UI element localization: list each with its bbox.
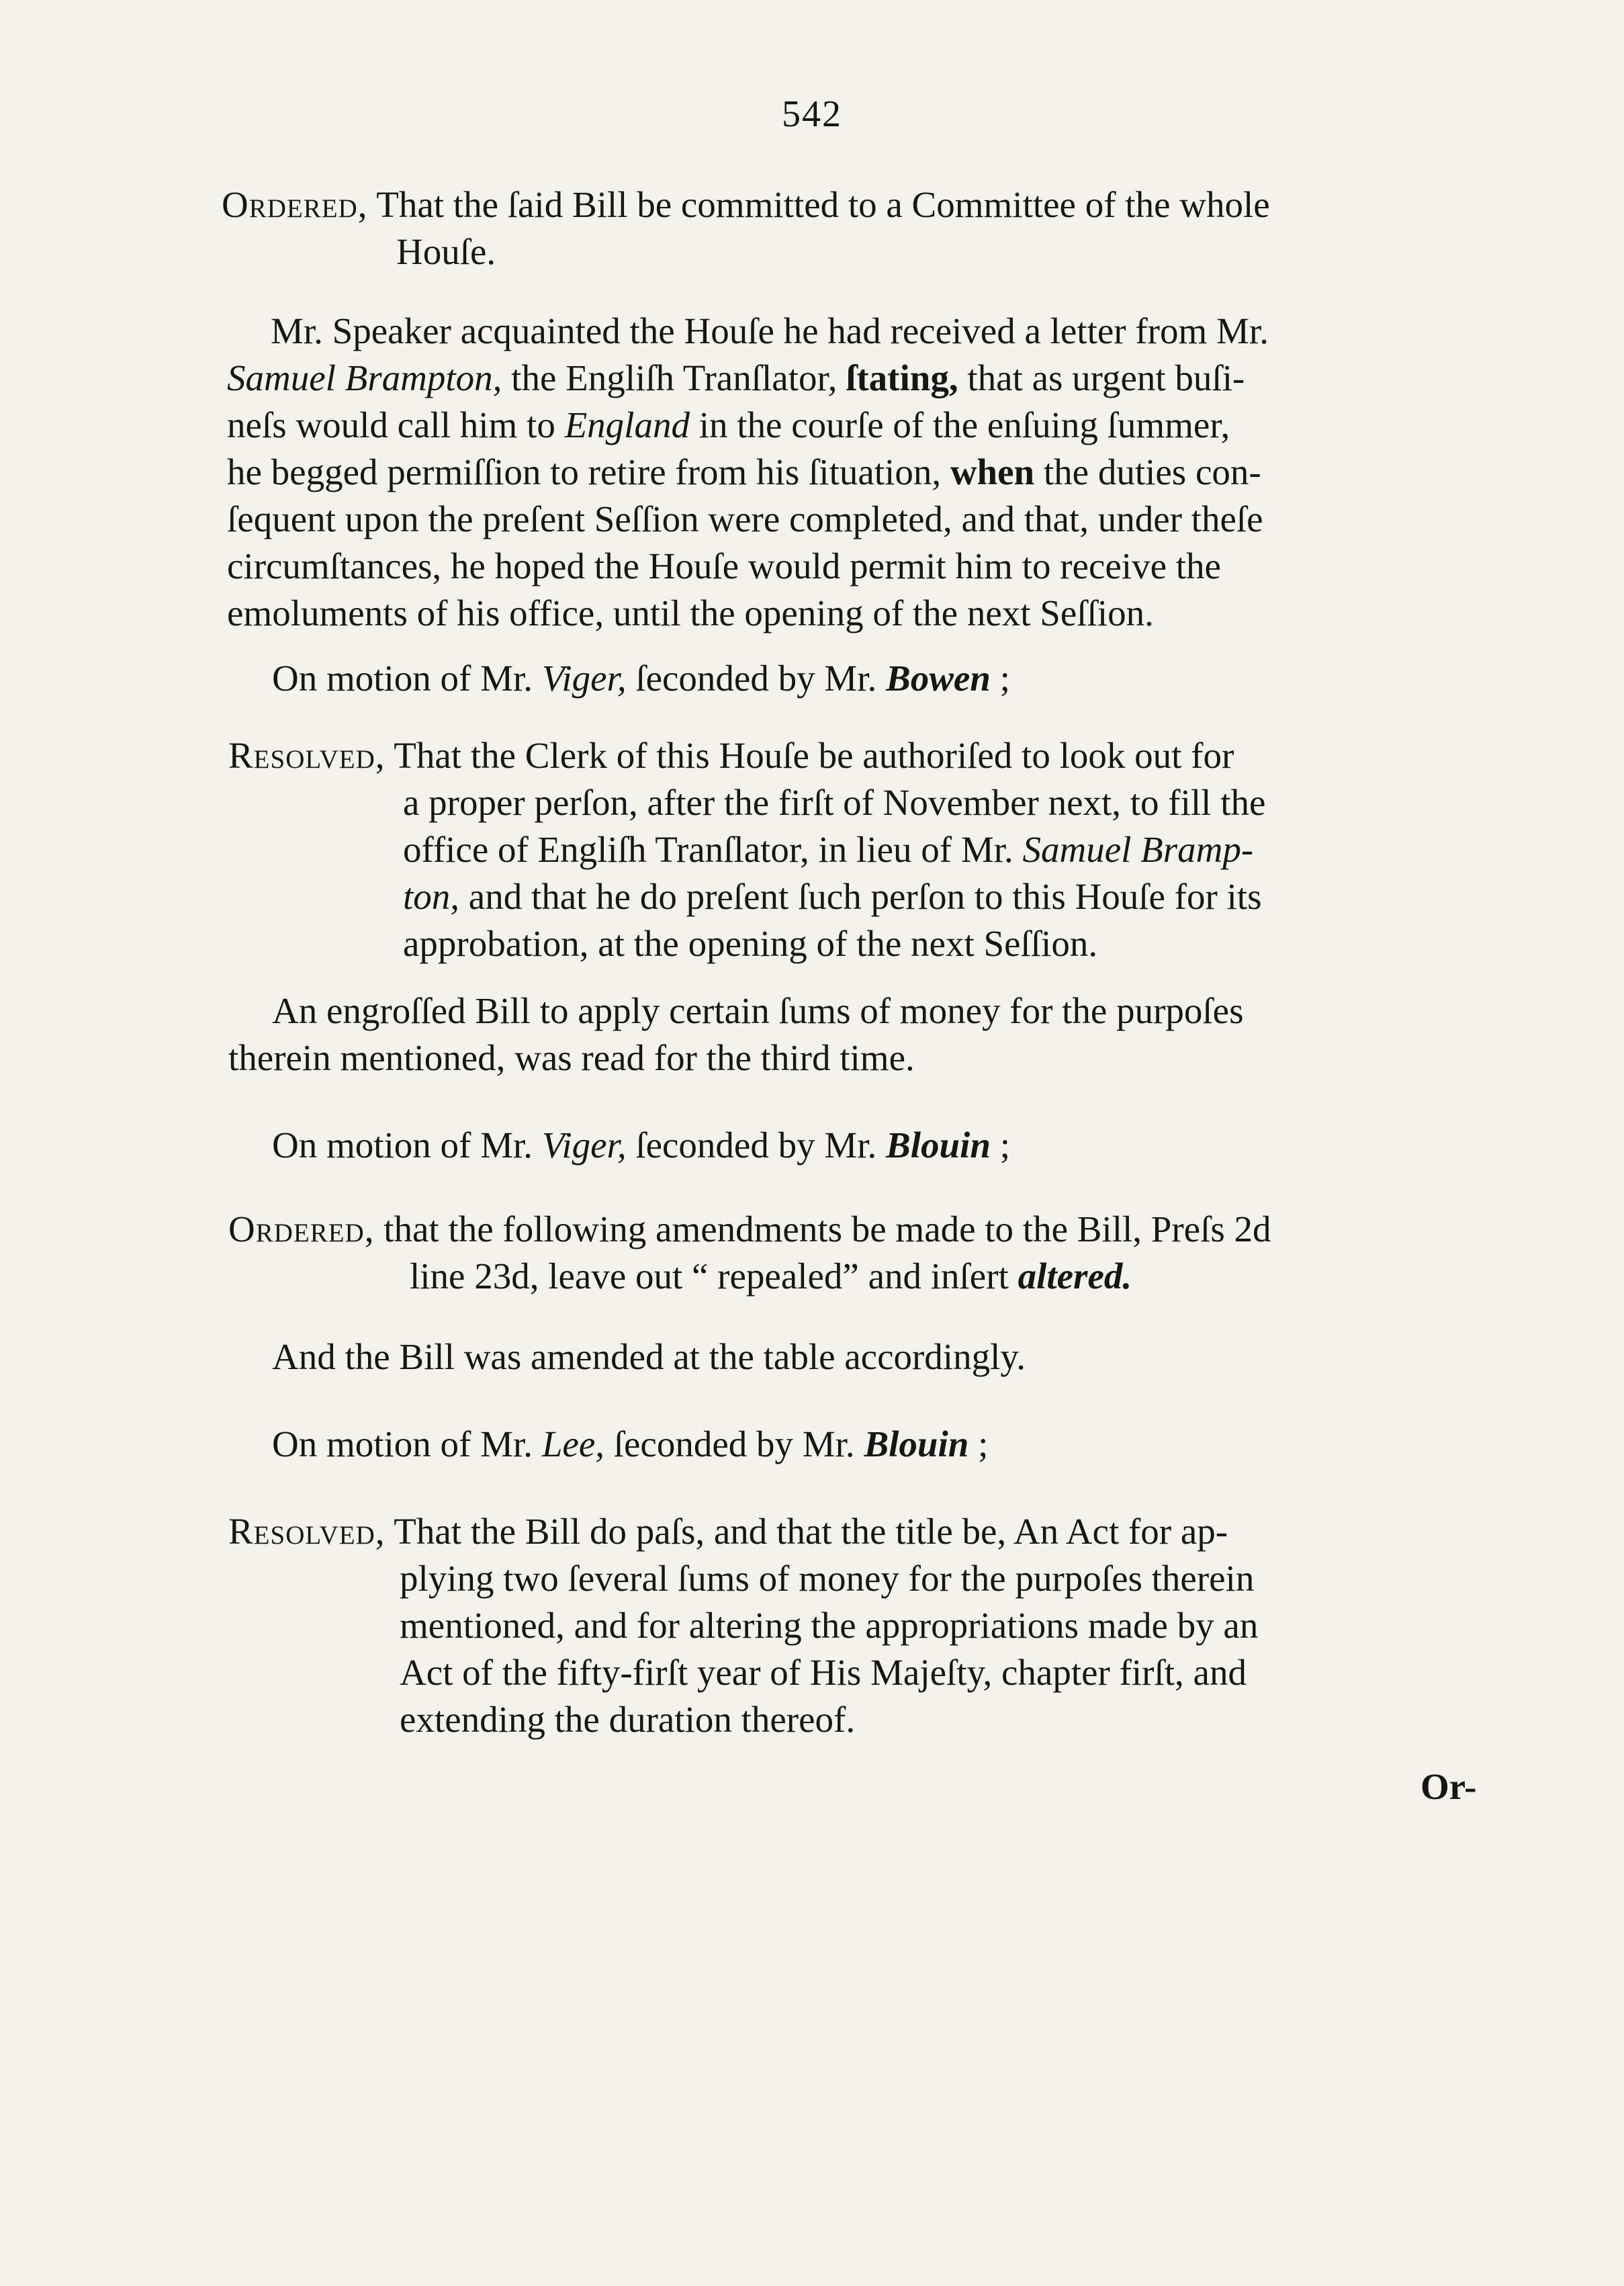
- place-name: England: [564, 404, 690, 445]
- speaker-letter-paragraph: Mr. Speaker acquainted the Houſe he had received a letter from Mr. Samuel Brampton, the Engliſh Tranſlator, ſtating, that as urgent buſi- neſs would call him to England in the courſe of the enſuing ſummer, he begged permiſſion to retire from his ſituation, when the duties con- ſequent upon the preſent Seſſion were completed, and that, under theſe circumſtances, he hoped the Houſe would permit him to receive the emoluments of his office, until the opening of the next Seſſion.: [227, 308, 1269, 637]
- text-line: Act of the fifty-firſt year of His Majeſty, chapter firſt, and: [400, 1652, 1247, 1693]
- text-line: circumſtances, he hoped the Houſe would permit him to receive the: [227, 545, 1221, 586]
- bill-amended-line: [272, 1333, 1026, 1380]
- text-line: That the ſaid Bill be committed to a Committee of the whole: [376, 184, 1270, 225]
- text-line: And the Bill was amended at the table accordingly.: [272, 1336, 1026, 1377]
- text-line: mentioned, and for altering the appropriations made by an: [400, 1605, 1259, 1646]
- text-line: An engroſſed Bill to apply certain ſums of money for the purpoſes: [272, 990, 1244, 1031]
- text-line: emoluments of his office, until the opening of the next Seſſion.: [227, 592, 1154, 633]
- motion-viger-blouin: On motion of Mr. Viger, ſeconded by Mr. Blouin ;: [272, 1125, 1010, 1166]
- catchword: Or-: [1420, 1766, 1477, 1807]
- ordered-committee: [222, 181, 1270, 275]
- text-line: Houſe.: [396, 231, 496, 272]
- motion-viger-bowen: On motion of Mr. Viger, ſeconded by Mr. Bowen ;: [272, 658, 1010, 699]
- person-name: Samuel Brampton,: [227, 357, 502, 398]
- ordered-amendments: Ordered, that the following amendments be made to the Bill, Preſs 2d line 23d, leave out “ repealed” and inſert altered.: [228, 1208, 1271, 1296]
- motion-lee-blouin: On motion of Mr. Lee, ſeconded by Mr. Blouin ;: [272, 1423, 989, 1464]
- text-line: Mr. Speaker acquainted the Houſe he had received a letter from Mr.: [271, 310, 1269, 351]
- resolved-clerk: Resolved, That the Clerk of this Houſe be authoriſed to look out for a proper perſon, after the firſt of November next, to fill the office of Engliſh Tranſlator, in lieu of Mr. Samuel Bramp- ton, and that he do preſent ſuch perſon to this Houſe for its approbation, at the opening of the next Seſſion.: [228, 732, 1265, 967]
- text-line: a proper perſon, after the firſt of November next, to fill the: [403, 782, 1266, 823]
- page-number: 542: [782, 93, 842, 135]
- resolved-bill-pass: Resolved, That the Bill do paſs, and that the title be, An Act for ap- plying two ſeveral ſums of money for the purpoſes therein mentioned, and for altering the appropriations made by an Act of the fifty-firſt year of His Majeſty, chapter firſt, and extending the duration thereof.: [228, 1508, 1258, 1743]
- text-line: approbation, at the opening of the next Seſſion.: [403, 923, 1098, 964]
- engrossed-bill-paragraph: [228, 987, 1244, 1082]
- text-line: therein mentioned, was read for the third time.: [228, 1037, 915, 1078]
- text-line: extending the duration thereof.: [400, 1699, 856, 1740]
- resolved-lead: Resolved,: [228, 735, 386, 776]
- ordered-lead: Ordered,: [222, 184, 368, 225]
- text-line: plying two ſeveral ſums of money for the purpoſes therein: [400, 1558, 1255, 1599]
- text-line: ſequent upon the preſent Seſſion were completed, and that, under theſe: [227, 498, 1263, 539]
